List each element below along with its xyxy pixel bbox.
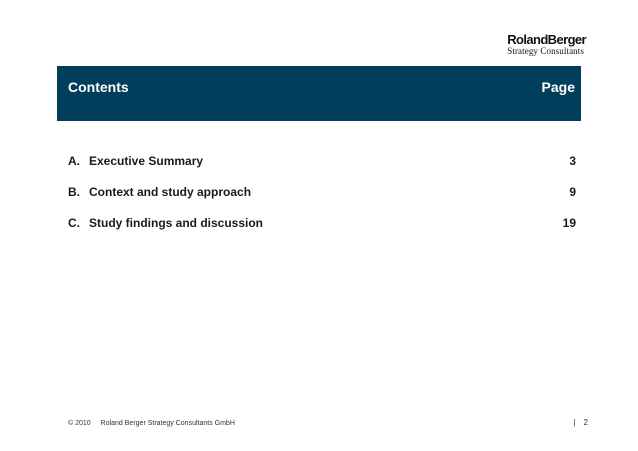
footer — [68, 420, 243, 427]
toc-item-page: 9 — [569, 185, 576, 199]
toc-item-page: 19 — [562, 216, 576, 230]
company-logo — [507, 33, 586, 56]
contents-header-bar — [57, 66, 581, 121]
toc-item-letter: C. — [68, 216, 80, 230]
toc-item-letter: A. — [68, 154, 80, 168]
toc-item-letter: B. — [68, 185, 80, 199]
logo-wordmark: RolandBerger — [507, 32, 586, 47]
toc-item-label: Study findings and discussion — [89, 216, 264, 230]
table-of-contents — [68, 154, 576, 247]
toc-item-page: 3 — [569, 154, 576, 168]
footer-company: Roland Berger Strategy Consultants GmbH — [100, 420, 235, 427]
footer-copyright: © 2010 — [68, 420, 91, 427]
toc-item-c[interactable] — [68, 216, 576, 247]
page-number-separator: | — [573, 418, 576, 427]
toc-item-a[interactable] — [68, 154, 576, 185]
page-number — [573, 418, 588, 427]
logo-tagline: Strategy Consultants — [507, 46, 584, 56]
toc-item-label: Executive Summary — [89, 154, 204, 168]
toc-item-label: Context and study approach — [89, 185, 252, 199]
page-number-value: 2 — [583, 418, 588, 427]
page-title: Contents — [68, 79, 129, 95]
toc-item-b[interactable] — [68, 185, 576, 216]
page-column-label: Page — [541, 79, 575, 95]
